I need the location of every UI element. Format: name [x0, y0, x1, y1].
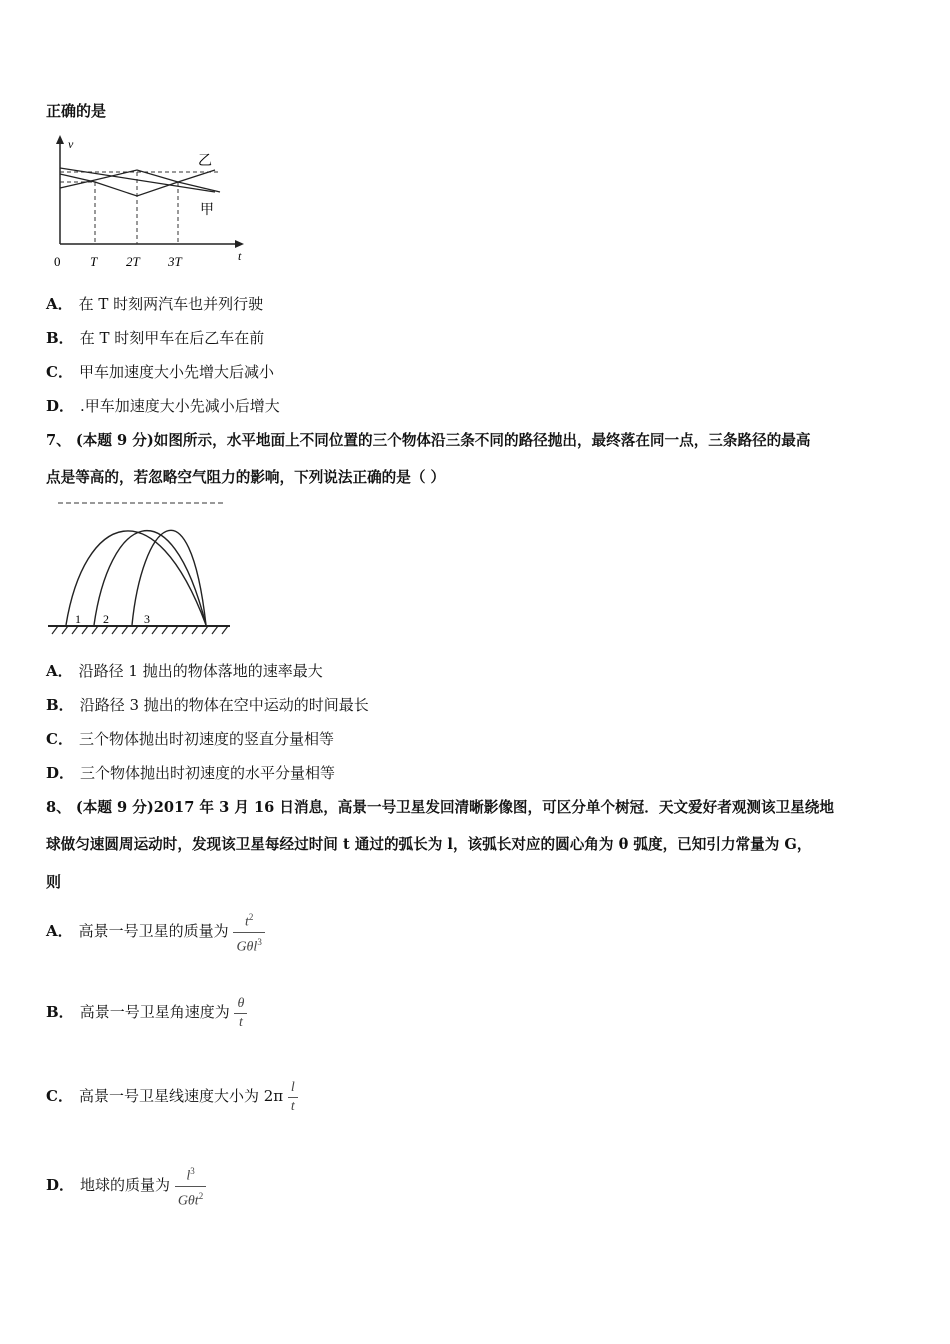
tick-0: 0	[54, 254, 61, 269]
q7-line1: 7、 (本题 9 分)如图所示，水平地面上不同位置的三个物体沿三条不同的路径抛出，最终落在同一点，三条路径的最高	[46, 432, 811, 449]
path-label-3: 3	[144, 612, 150, 626]
tick-2T: 2T	[126, 254, 140, 269]
path-label-1: 1	[75, 612, 81, 626]
q6-option-b: B． 在 T 时刻甲车在后乙车在前	[46, 329, 265, 347]
q7-option-b: B． 沿路径 3 抛出的物体在空中运动的时间最长	[46, 696, 369, 714]
q7-line2: 点是等高的，若忽略空气阻力的影响，下列说法正确的是（ ）	[46, 469, 446, 486]
fraction-c: $\frac{l}{t}$	[288, 1079, 298, 1116]
tick-3T: 3T	[168, 254, 182, 269]
q7-option-c: C． 三个物体抛出时初速度的竖直分量相等	[46, 730, 334, 748]
q8-line3: 则	[46, 873, 62, 891]
fraction-d: $\frac{l^3}{G\theta t^2}$	[175, 1162, 206, 1210]
v-axis-arrow	[56, 135, 64, 144]
paths-figure	[44, 495, 234, 640]
path-label-2: 2	[103, 612, 109, 626]
path-3	[132, 530, 206, 625]
q6-option-a: A． 在 T 时刻两汽车也并列行驶	[46, 295, 264, 313]
q8-option-d: D． 地球的质量为 $\frac{l^3}{G\theta t^2}$	[46, 1162, 206, 1210]
t-label: t	[238, 249, 242, 263]
q8-option-a: A． 高景一号卫星的质量为 $\frac{t^2}{G\theta l^3}$	[46, 908, 265, 956]
v-label: v	[68, 137, 74, 151]
q6-option-d: D． .甲车加速度大小先减小后增大	[46, 397, 280, 415]
label-yi: 乙	[198, 154, 212, 169]
q8-option-b: B． 高景一号卫星角速度为 $\frac{\theta}{t}$	[46, 992, 247, 1032]
q8-option-c: C． 高景一号卫星线速度大小为 2π $\frac{l}{t}$	[46, 1076, 298, 1116]
q7-option-a: A． 沿路径 1 抛出的物体落地的速率最大	[46, 662, 323, 680]
t-axis-arrow	[235, 240, 244, 248]
q6-option-c: C． 甲车加速度大小先增大后减小	[46, 363, 274, 381]
path-2	[94, 531, 206, 625]
path-1	[66, 531, 206, 625]
fraction-b: $\frac{\theta}{t}$	[234, 995, 247, 1032]
fraction-a: $\frac{t^2}{G\theta l^3}$	[233, 908, 264, 956]
ground-hatching	[52, 626, 228, 634]
q8-line2: 球做匀速圆周运动时，发现该卫星每经过时间 t 通过的弧长为 l，该弧长对应的圆心角为 θ 弧度，已知引力常量为 G，	[46, 836, 812, 853]
label-jia: 甲	[200, 203, 214, 218]
q8-line1: 8、 (本题 9 分)2017 年 3 月 16 日消息，高景一号卫星发回清晰影像图，可区分单个树冠．天文爱好者观测该卫星绕地	[46, 799, 834, 816]
intro-text: 正确的是	[46, 102, 107, 120]
tick-T: T	[90, 254, 98, 269]
q7-option-d: D． 三个物体抛出时初速度的水平分量相等	[46, 764, 336, 782]
vt-graph-figure	[40, 130, 255, 275]
